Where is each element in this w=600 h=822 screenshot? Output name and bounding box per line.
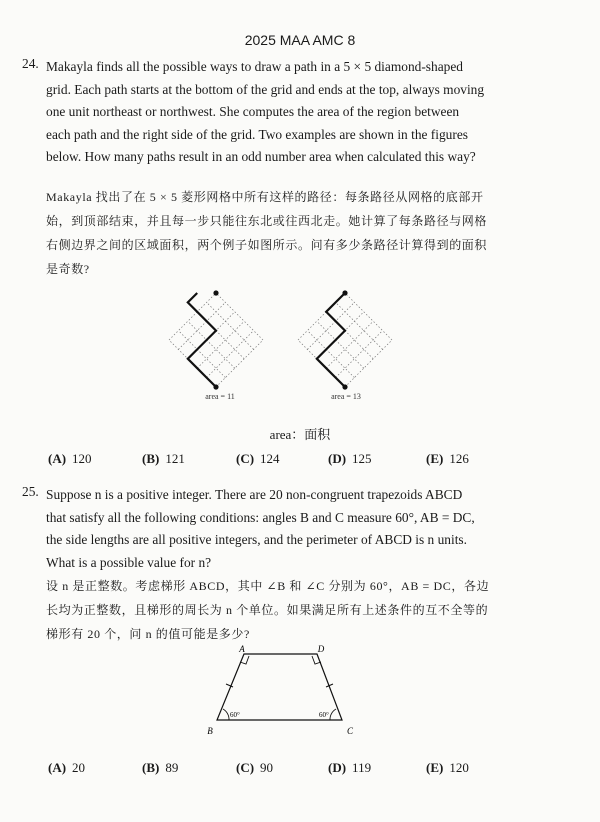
text-line: Makayla 找出了在 5 × 5 菱形网格中所有这样的路径：每条路径从网格的底部开	[46, 190, 484, 204]
grid-line	[307, 302, 354, 349]
grid-line	[345, 293, 392, 340]
path-bottom-dot	[342, 384, 347, 389]
path-top-dot	[342, 290, 347, 295]
problem-24	[22, 56, 582, 169]
text-line: 始，到顶部结束，并且每一步只能往东北或往西北走。她计算了每条路径与网格	[46, 214, 488, 228]
path-bottom-dot	[213, 384, 218, 389]
vertex-label-b: B	[207, 726, 213, 736]
grid-line	[345, 340, 392, 387]
grid-line	[336, 302, 383, 349]
problem-number: 25.	[22, 484, 39, 499]
choice-b[interactable]: (B) 89	[142, 760, 179, 775]
problem-number: 24.	[22, 56, 39, 71]
text-line: each path and the right side of the grid. Two examples are shown in the figures	[46, 126, 468, 142]
grid-line	[169, 293, 216, 340]
text-line: What is a possible value for n?	[46, 554, 212, 570]
grid-line	[197, 321, 244, 368]
problem-text-chinese	[46, 574, 582, 646]
choice-d[interactable]: (D) 125	[328, 451, 372, 466]
problem-text-english	[46, 56, 582, 169]
problem-25-chinese	[22, 574, 582, 646]
grid-line	[207, 331, 254, 378]
grid-line	[317, 321, 364, 368]
grid-line	[326, 321, 373, 368]
choice-a[interactable]: (A) 20	[48, 760, 86, 775]
grid-line	[188, 321, 235, 368]
text-line: 梯形有 20 个，问 n 的值可能是多少?	[46, 627, 250, 641]
grid-line	[216, 293, 263, 340]
diamond-grid-left	[169, 293, 263, 387]
figure-caption: area：面积	[269, 427, 331, 442]
text-line: 是奇数?	[46, 262, 90, 276]
problem-24-chinese	[22, 185, 582, 281]
diamond-grid-figures	[0, 285, 600, 415]
angle-label-b: 60°	[230, 711, 240, 719]
grid-line	[336, 331, 383, 378]
grid-line	[178, 331, 225, 378]
grid-line	[216, 340, 263, 387]
vertex-label-c: C	[346, 726, 354, 736]
grid-line	[307, 331, 354, 378]
vertex-label-a: A	[239, 644, 245, 654]
choice-b[interactable]: (B) 121	[142, 451, 185, 466]
choice-a[interactable]: (A) 120	[48, 451, 92, 466]
text-line: 设 n 是正整数。考虑梯形 ABCD，其中 ∠B 和 ∠C 分别为 60°，AB = DC，各边	[46, 579, 490, 593]
grid-line	[207, 302, 254, 349]
text-line: Makayla finds all the possible ways to draw a path in a 5 × 5 diamond-shaped	[46, 59, 463, 74]
angle-mark-c	[330, 709, 336, 720]
path-top-dot	[213, 290, 218, 295]
page-header: 2025 MAA AMC 8	[244, 32, 356, 48]
choice-c[interactable]: (C) 124	[236, 451, 280, 466]
angle-label-c: 60°	[319, 711, 329, 719]
choice-e[interactable]: (E) 120	[426, 760, 469, 775]
figure-label: area = 11	[205, 392, 235, 401]
figure-label: area = 13	[331, 392, 361, 401]
text-line: that satisfy all the following conditions: angles B and C measure 60°, AB = DC,	[46, 509, 475, 525]
diamond-grid-right	[298, 293, 392, 387]
problem-text-chinese	[46, 185, 582, 281]
text-line: below. How many paths result in an odd number area when calculated this way?	[46, 149, 476, 164]
text-line: the side lengths are all positive integers, and the perimeter of ABCD is n units.	[46, 532, 467, 547]
problem-25	[22, 484, 582, 574]
problem-text-english	[46, 484, 582, 574]
angle-mark-b	[223, 709, 229, 720]
vertex-label-d: D	[317, 644, 325, 654]
text-line: one unit northeast or northwest. She computes the area of the region between	[46, 104, 460, 119]
text-line: 右侧边界之间的区域面积，两个例子如图所示。问有多少条路径计算得到的面积	[46, 238, 488, 252]
text-line: grid. Each path starts at the bottom of the grid and ends at the top, always moving	[46, 81, 485, 97]
choice-d[interactable]: (D) 119	[328, 760, 372, 775]
text-line: 长均为正整数，且梯形的周长为 n 个单位。如果满足所有上述条件的互不全等的	[46, 603, 489, 617]
path-example-right	[317, 293, 345, 387]
trapezoid-figure	[190, 642, 390, 742]
choice-e[interactable]: (E) 126	[426, 451, 469, 466]
text-line: Suppose n is a positive integer. There are 20 non-congruent trapezoids ABCD	[46, 487, 463, 502]
grid-line	[178, 302, 225, 349]
choice-c[interactable]: (C) 90	[236, 760, 274, 775]
